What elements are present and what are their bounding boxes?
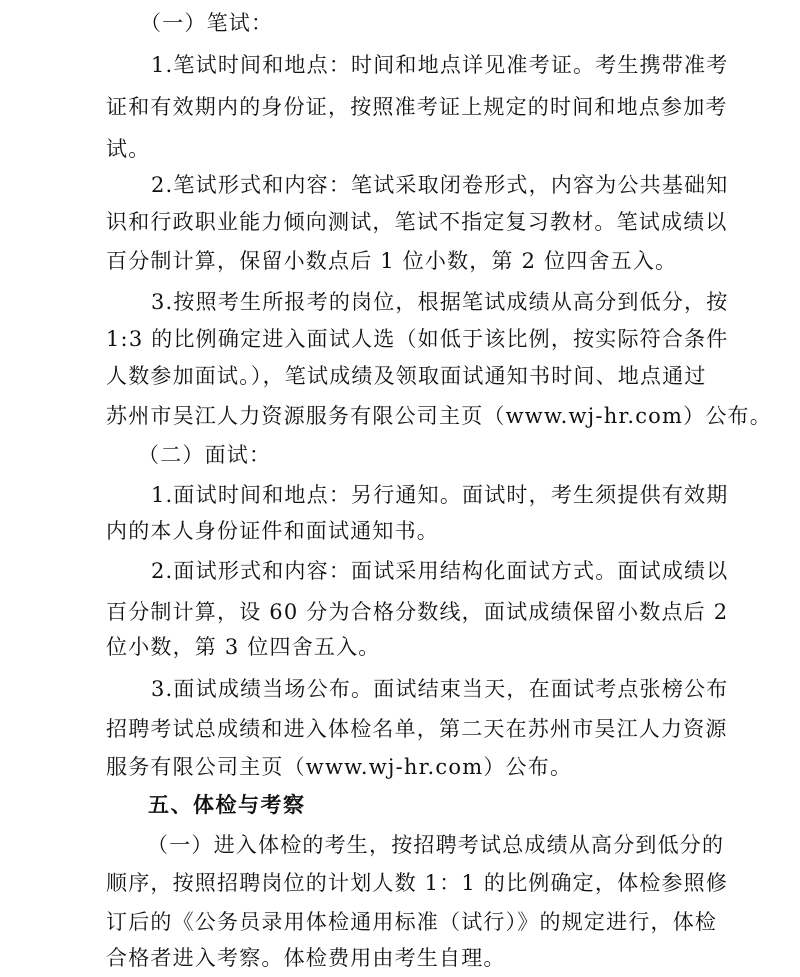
paragraph-line: 顺序，按照招聘岗位的计划人数 1：1 的比例确定，体检参照修 (106, 871, 729, 895)
paragraph-line: 2.笔试形式和内容：笔试采取闭卷形式，内容为公共基础知 (151, 173, 729, 197)
paragraph-line: 订后的《公务员录用体检通用标准（试行）》的规定进行，体检 (106, 910, 718, 934)
paragraph-line: 百分制计算，设 60 分为合格分数线，面试成绩保留小数点后 2 (106, 600, 729, 624)
paragraph-line: 苏州市吴江人力资源服务有限公司主页（www.wj-hr.com）公布。 (106, 404, 772, 428)
paragraph-line: 1:3 的比例确定进入面试人选（如低于该比例，按实际符合条件 (106, 327, 729, 351)
paragraph-line: 服务有限公司主页（www.wj-hr.com）公布。 (106, 755, 573, 779)
section-heading-interview: （二）面试： (138, 443, 272, 467)
section-heading-written-exam: （一）笔试： (140, 11, 274, 35)
paragraph-line: 3.面试成绩当场公布。面试结束当天，在面试考点张榜公布 (151, 677, 729, 701)
paragraph-line: 合格者进入考察。体检费用由考生自理。 (106, 946, 506, 970)
paragraph-line: 2.面试形式和内容：面试采用结构化面试方式。面试成绩以 (151, 559, 729, 583)
paragraph-line: 招聘考试总成绩和进入体检名单，第二天在苏州市吴江人力资源 (106, 717, 728, 741)
paragraph-line: 人数参加面试。），笔试成绩及领取面试通知书时间、地点通过 (106, 364, 707, 388)
paragraph-line: 内的本人身份证件和面试通知书。 (106, 519, 439, 543)
paragraph-line: 1.笔试时间和地点：时间和地点详见准考证。考生携带准考 (151, 53, 729, 77)
paragraph-line: （一）进入体检的考生，按招聘考试总成绩从高分到低分的 (147, 833, 725, 857)
paragraph-line: 识和行政职业能力倾向测试，笔试不指定复习教材。笔试成绩以 (106, 210, 728, 234)
paragraph-line: 3.按照考生所报考的岗位，根据笔试成绩从高分到低分，按 (151, 290, 729, 314)
paragraph-line: 百分制计算，保留小数点后 1 位小数，第 2 位四舍五入。 (106, 249, 678, 273)
paragraph-line: 试。 (106, 137, 151, 161)
paragraph-line: 位小数，第 3 位四舍五入。 (106, 635, 381, 659)
section-title-physical-exam: 五、体检与考察 (148, 793, 306, 817)
paragraph-line: 证和有效期内的身份证，按照准考证上规定的时间和地点参加考 (106, 95, 728, 119)
paragraph-line: 1.面试时间和地点：另行通知。面试时，考生须提供有效期 (151, 483, 729, 507)
